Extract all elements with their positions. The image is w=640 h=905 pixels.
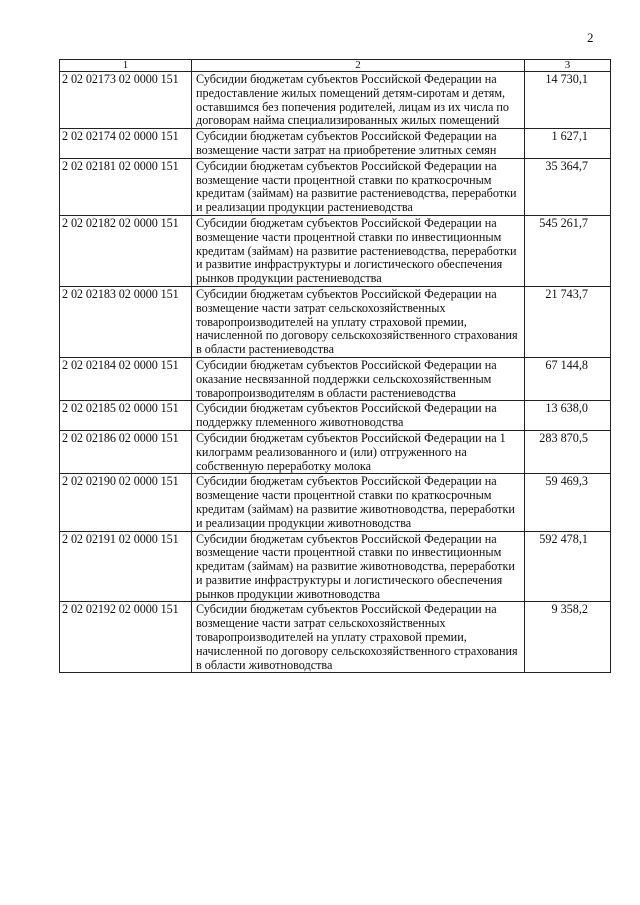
table-row [60, 474, 611, 531]
row-amount: 9 358,2 [525, 602, 611, 673]
table-header [60, 60, 611, 72]
row-code: 2 02 02173 02 0000 151 [60, 72, 192, 129]
row-amount: 283 870,5 [525, 430, 611, 473]
row-code: 2 02 02186 02 0000 151 [60, 430, 192, 473]
row-code: 2 02 02181 02 0000 151 [60, 158, 192, 215]
page-number: 2 [587, 30, 594, 45]
table-row [60, 357, 611, 400]
budget-table [59, 59, 611, 673]
table-row [60, 430, 611, 473]
table-row [60, 401, 611, 431]
table-row [60, 129, 611, 159]
row-amount: 67 144,8 [525, 357, 611, 400]
row-amount: 592 478,1 [525, 531, 611, 602]
column-header-code: 1 [60, 60, 192, 72]
row-description: Субсидии бюджетам субъектов Российской Федерации на возмещение части затрат на приобретение элитных семян [192, 129, 525, 159]
row-code: 2 02 02183 02 0000 151 [60, 286, 192, 357]
row-code: 2 02 02182 02 0000 151 [60, 215, 192, 286]
row-code: 2 02 02190 02 0000 151 [60, 474, 192, 531]
table-row [60, 602, 611, 673]
row-amount: 1 627,1 [525, 129, 611, 159]
table-row [60, 158, 611, 215]
row-amount: 545 261,7 [525, 215, 611, 286]
row-code: 2 02 02185 02 0000 151 [60, 401, 192, 431]
table-row [60, 531, 611, 602]
column-header-amount: 3 [525, 60, 611, 72]
row-description: Субсидии бюджетам субъектов Российской Федерации на возмещение части процентной ставки по инвестиционным кредитам (займам) на развитие растениеводства, переработки и развитие инфраструктуры и логистического обеспечения рынков продукции растениеводства [192, 215, 525, 286]
row-description: Субсидии бюджетам субъектов Российской Федерации на возмещение части процентной ставки по краткосрочным кредитам (займам) на развитие животноводства, переработки и реализации продукции животноводства [192, 474, 525, 531]
table-body [60, 72, 611, 673]
row-amount: 35 364,7 [525, 158, 611, 215]
table-row [60, 72, 611, 129]
row-description: Субсидии бюджетам субъектов Российской Федерации на 1 килограмм реализованного и (или) отгруженного на собственную переработку молока [192, 430, 525, 473]
row-description: Субсидии бюджетам субъектов Российской Федерации на возмещение части затрат сельскохозяйственных товаропроизводителей на уплату страховой премии, начисленной по договору сельскохозяйственного страхования в области растениеводства [192, 286, 525, 357]
table-row [60, 215, 611, 286]
row-amount: 14 730,1 [525, 72, 611, 129]
row-description: Субсидии бюджетам субъектов Российской Федерации на возмещение части процентной ставки по краткосрочным кредитам (займам) на развитие растениеводства, переработки и реализации продукции растениеводства [192, 158, 525, 215]
row-description: Субсидии бюджетам субъектов Российской Федерации на оказание несвязанной поддержки сельскохозяйственным товаропроизводителям в области растениеводства [192, 357, 525, 400]
table-row [60, 286, 611, 357]
row-description: Субсидии бюджетам субъектов Российской Федерации на возмещение части процентной ставки по инвестиционным кредитам (займам) на развитие животноводства, переработки и развитие инфраструктуры и логистического обеспечения рынков продукции животноводства [192, 531, 525, 602]
row-amount: 21 743,7 [525, 286, 611, 357]
header-row [60, 60, 611, 72]
row-code: 2 02 02192 02 0000 151 [60, 602, 192, 673]
row-description: Субсидии бюджетам субъектов Российской Федерации на возмещение части затрат сельскохозяйственных товаропроизводителей на уплату страховой премии, начисленной по договору сельскохозяйственного страхования в области животноводства [192, 602, 525, 673]
row-description: Субсидии бюджетам субъектов Российской Федерации на поддержку племенного животноводства [192, 401, 525, 431]
row-code: 2 02 02191 02 0000 151 [60, 531, 192, 602]
row-description: Субсидии бюджетам субъектов Российской Федерации на предоставление жилых помещений детям-сиротам и детям, оставшимся без попечения родителей, лицам из их числа по договорам найма специализированных жилых помещений [192, 72, 525, 129]
row-code: 2 02 02184 02 0000 151 [60, 357, 192, 400]
row-code: 2 02 02174 02 0000 151 [60, 129, 192, 159]
row-amount: 59 469,3 [525, 474, 611, 531]
column-header-description: 2 [192, 60, 525, 72]
row-amount: 13 638,0 [525, 401, 611, 431]
